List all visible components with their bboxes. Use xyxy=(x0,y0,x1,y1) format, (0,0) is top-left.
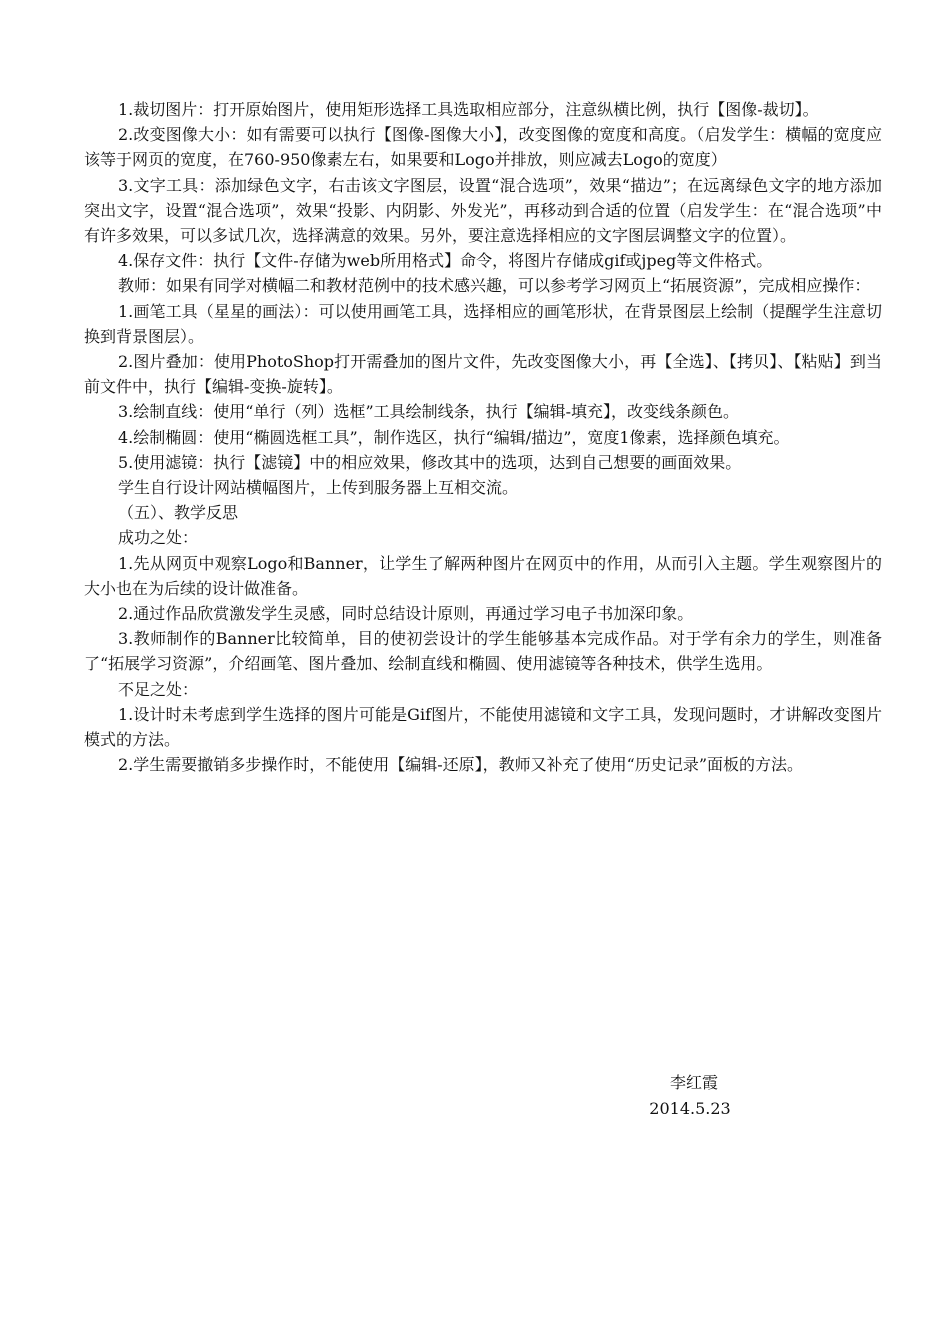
shortcomings-heading: 不足之处： xyxy=(118,679,199,699)
success-item-1: 1.先从网页中观察Logo和Banner，让学生了解两种图片在网页中的作用，从而引入主题。学生观察图片的大小也在为后续的设计做准备。 xyxy=(84,553,882,598)
success-item-2: 2.通过作品欣赏激发学生灵感，同时总结设计原则，再通过学习电子书加深印象。 xyxy=(118,604,694,624)
step-resize-paragraph: 2.改变图像大小：如有需要可以执行【图像-图像大小】，改变图像的宽度和高度。（启发学生：横幅的宽度应该等于网页的宽度，在760-950像素左右，如果要和Logo并排放，则应减去Logo的宽度） xyxy=(84,125,882,170)
step-save-file-paragraph: 4.保存文件：执行【文件-存储为web所用格式】命令，将图片存储成gif或jpeg等文件格式。 xyxy=(118,251,773,271)
ext-brush-tool-paragraph: 1.画笔工具（星星的画法）：可以使用画笔工具，选择相应的画笔形状，在背景图层上绘制（提醒学生注意切换到背景图层）。 xyxy=(84,301,882,346)
document-body xyxy=(84,97,882,777)
teacher-extension-paragraph: 教师：如果有同学对横幅二和教材范例中的技术感兴趣，可以参考学习网页上“拓展资源”，完成相应操作： xyxy=(118,276,871,296)
success-item-3: 3.教师制作的Banner比较简单，目的使初尝设计的学生能够基本完成作品。对于学有余力的学生，则准备了“拓展学习资源”，介绍画笔、图片叠加、绘制直线和椭圆、使用滤镜等各种技术，供学生选用。 xyxy=(84,629,882,674)
successes-heading: 成功之处： xyxy=(118,528,199,548)
signature-block xyxy=(620,1070,760,1122)
ext-draw-ellipse-paragraph: 4.绘制椭圆：使用“椭圆选框工具”，制作选区，执行“编辑/描边”，宽度1像素，选择颜色填充。 xyxy=(118,427,790,447)
shortcoming-item-1: 1.设计时未考虑到学生选择的图片可能是Gif图片，不能使用滤镜和文字工具，发现问题时，才讲解改变图片模式的方法。 xyxy=(84,704,882,750)
step-text-tool-paragraph: 3.文字工具：添加绿色文字，右击该文字图层，设置“混合选项”，效果“描边”；在远离绿色文字的地方添加突出文字，设置“混合选项”，效果“投影、内阴影、外发光”，再移动到合适的位置（启发学生：在“混合选项”中有许多效果，可以多试几次，选择满意的效果。另外，要注意选择相应的文字图层调整文字的位置）。 xyxy=(84,175,882,246)
shortcoming-item-2: 2.学生需要撤销多步操作时，不能使用【编辑-还原】，教师又补充了使用“历史记录”面板的方法。 xyxy=(118,755,804,775)
student-design-paragraph: 学生自行设计网站横幅图片，上传到服务器上互相交流。 xyxy=(118,478,519,498)
ext-draw-line-paragraph: 3.绘制直线：使用“单行（列）选框”工具绘制线条，执行【编辑-填充】，改变线条颜色。 xyxy=(118,402,740,422)
step-crop-paragraph: 1.裁切图片：打开原始图片，使用矩形选择工具选取相应部分，注意纵横比例，执行【图像-裁切】。 xyxy=(118,100,819,119)
signature-date: 2014.5.23 xyxy=(649,1099,731,1118)
ext-image-overlay-paragraph: 2.图片叠加：使用PhotoShop打开需叠加的图片文件，先改变图像大小，再【全选】、【拷贝】、【粘贴】到当前文件中，执行【编辑-变换-旋转】。 xyxy=(84,352,882,397)
author-name: 李红霞 xyxy=(669,1073,718,1092)
ext-filter-paragraph: 5.使用滤镜：执行【滤镜】中的相应效果，修改其中的选项，达到自己想要的画面效果。 xyxy=(118,452,742,472)
section-heading-reflection: （五）、教学反思 xyxy=(118,503,239,523)
